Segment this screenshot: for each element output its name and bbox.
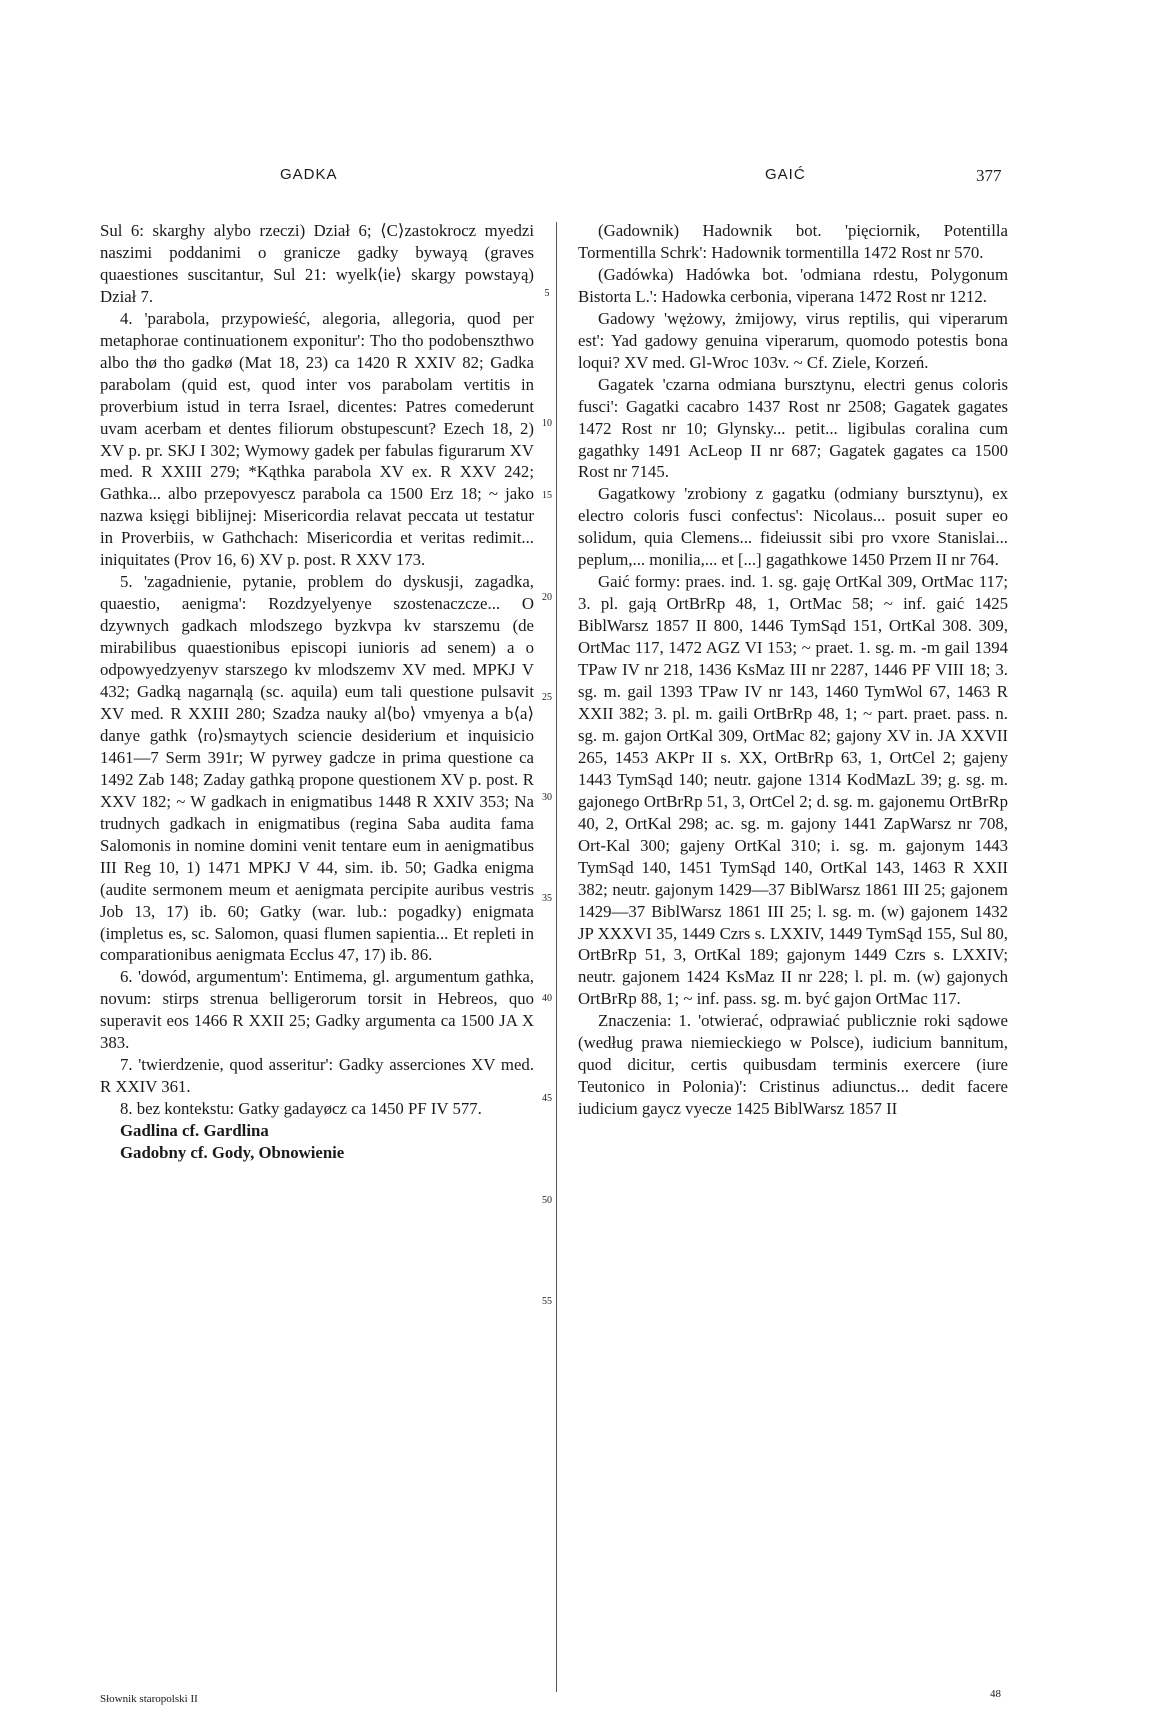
running-head-left: GADKA bbox=[280, 166, 338, 183]
entry-paragraph: 7. 'twierdzenie, quod asseritur': Gadky asserciones XV med. R XXIV 361. bbox=[100, 1055, 534, 1097]
line-number: 15 bbox=[542, 490, 552, 501]
headword-crossref: Gadobny cf. Gody, Obnowienie bbox=[120, 1143, 345, 1163]
entry-paragraph: (Gadówka) Hadówka bot. 'odmiana rdestu, Polygonum Bistorta L.': Hadowka cerbonia, viperana 1472 Rost nr 1212. bbox=[578, 264, 1008, 306]
line-number: 35 bbox=[542, 893, 552, 904]
line-number: 55 bbox=[542, 1296, 552, 1307]
line-number: 30 bbox=[542, 792, 552, 803]
entry-paragraph: Gaić formy: praes. ind. 1. sg. gaję OrtKal 309, OrtMac 117; 3. pl. gają OrtBrRp 48, 1, OrtMac 58; ~ inf. gaić 1425 BiblWarsz 1857 II 800, 1446 TymSąd 151, OrtKal 308. 309, OrtMac 117, 1472 AGZ VI 153; ~ praet. 1. sg. m. -m gail 1394 TPaw IV nr 218, 1436 KsMaz III nr 2287, 1446 PF VIII 18; 3. sg. m. gail 1393 TPaw IV nr 143, 1460 TymWol 67, 1463 R XXII 382; 3. pl. m. gaili OrtBrRp 48, 1; ~ part. praet. pass. n. sg. m. gajon OrtKal 309, OrtMac 82; gajony XV in. JA XXVII 265, 1453 AKPr II s. XX, OrtBrRp 63, 1, OrtCel 2; gajeny 1443 TymSąd 140; neutr. gajone 1314 KodMazL 39; g. sg. m. gajonego OrtBrRp 51, 3, OrtCel 2; d. sg. m. gajonemu OrtBrRp 40, 2, OrtKal 298; ac. sg. m. gajony 1441 ZapWarsz nr 708, Ort-Kal 300; gajeny OrtKal 310; i. sg. m. gajonym 1443 TymSąd 140, 1451 TymSąd 140, OrtKal 143, 1463 R XXII 382; neutr. gajonym 1429—37 BiblWarsz 1861 III 25; gajonem 1429—37 BiblWarsz 1861 III 25; l. sg. m. (w) gajonem 1432 JP XXXVI 35, 1449 Czrs s. LXXIV, 1449 TymSąd 155, Sul 80, OrtBrRp 51, 3, OrtKal 189; gajonym 1449 Czrs s. LXXIV; neutr. gajonem 1424 KsMaz II nr 228; l. pl. m. (w) gajonych OrtBrRp 88, 1; ~ inf. pass. sg. m. być gajon OrtMac 117. bbox=[578, 572, 1008, 1009]
line-number: 20 bbox=[542, 592, 552, 603]
book-title-footer: Słownik staropolski II bbox=[100, 1693, 198, 1705]
entry-paragraph: 5. 'zagadnienie, pytanie, problem do dyskusji, zagadka, quaestio, aenigma': Rozdzyelyenye szostenaczcze... O dzywnych gadkach mlodszego byzkvpa kv starszemu (de mirabilibus quaestionibus episcopi iunioris ad senem) a o odpowyedzyenyv starszego kv mlodszemv XV med. MPKJ V 432; Gadką nagarnąlą (sc. aquila) eum tali questione pulsavit XV med. R XXIII 280; Szadza nauky al⟨bo⟩ vmyenya a b⟨a⟩danye gathk ⟨ro⟩smaytych sciencie desiderium et inquisicio 1461—7 Serm 391r; W pyrwey gadcze in prima questione ca 1492 Zab 148; Zaday gathką propone questionem XV p. post. R XXV 182; ~ W gadkach in enigmatibus 1448 R XXIV 353; Na trudnych gadkach in enigmatibus (regina Saba audita fama Salomonis in nomine domini venit tentare eum in aenigmatibus III Reg 10, 1) 1471 MPKJ V 44, sim. ib. 50; Gadka enigma (audite sermonem meum et aenigmata percipite auribus vestris Job 13, 17) ib. 60; Gatky (war. lub.: pogadky) enigmata (impletus es, sc. Salomon, quasi flumen sapientia... Et repleti in comparationibus aenigmata Ecclus 47, 17) ib. 86. bbox=[100, 572, 534, 965]
signature-mark: 48 bbox=[990, 1688, 1001, 1700]
entry-paragraph: 8. bez kontekstu: Gatky gadayøcz ca 1450 PF IV 577. bbox=[120, 1099, 482, 1119]
entry-paragraph: Sul 6: skarghy alybo rzeczi) Dział 6; ⟨C⟩zastokrocz myedzi naszimi poddanimi o granicze gadky bywayą (graves quaestiones suscitantur, Sul 21: wyelk⟨ie⟩ skargy powstayą) Dział 7. bbox=[100, 221, 534, 306]
column-divider bbox=[556, 222, 557, 1692]
right-column bbox=[578, 220, 1008, 1120]
running-head-right: GAIĆ bbox=[765, 166, 806, 183]
entry-paragraph: Gagatek 'czarna odmiana bursztynu, electri genus coloris fusci': Gagatki cacabro 1437 Rost nr 2508; Gagatek gagates 1472 Rost nr 10; Glynsky... petit... ligibulas coralina cum gagathky 1491 AcLeop II nr 687; Gagatek gagates ca 1500 Rost nr 7145. bbox=[578, 374, 1008, 482]
page-header bbox=[0, 166, 1170, 192]
headword-crossref: Gadlina cf. Gardlina bbox=[120, 1121, 269, 1141]
entry-paragraph: (Gadownik) Hadownik bot. 'pięciornik, Potentilla Tormentilla Schrk': Hadownik tormentilla 1472 Rost nr 570. bbox=[578, 221, 1008, 262]
line-number: 45 bbox=[542, 1093, 552, 1104]
entry-paragraph: 6. 'dowód, argumentum': Entimema, gl. argumentum gathka, novum: stirps strenua belligerorum torsit in Hebreos, quo superavit eos 1466 R XXII 25; Gadky argumenta ca 1500 JA X 383. bbox=[100, 967, 534, 1053]
entry-paragraph: Gagatkowy 'zrobiony z gagatku (odmiany bursztynu), ex electro coloris fusci confectus': Nicolaus... posuit super eo solidum, quia Clemens... fideiussit sibi pro vxore Stanislai... peplum,... monilia,... et [...] gagathkowe 1450 Przem II nr 764. bbox=[578, 484, 1008, 570]
line-number: 10 bbox=[542, 418, 552, 429]
line-number: 5 bbox=[544, 288, 550, 299]
entry-paragraph: Znaczenia: 1. 'otwierać, odprawiać publicznie roki sądowe (według prawa niemieckiego w Polsce), iudicium bannitum, quod dicitur, certis quibusdam terminis exercere (iure Teutonico in Polonia)': Cristinus adiunctus... dedit facere iudicium gaycz vyecze 1425 BiblWarsz 1857 II bbox=[578, 1011, 1008, 1119]
line-number: 50 bbox=[542, 1195, 552, 1206]
entry-paragraph: 4. 'parabola, przypowieść, alegoria, allegoria, quod per metaphorae continuationem exponitur': Tho tho podobenszthwo albo thø tho gadkø (Mat 18, 23) ca 1420 R XXIV 82; Gadka parabolam (quid est, quod inter vos parabolam vertitis in proverbium istud in terra Israel, dicentes: Patres comederunt uvam acerbam et dentes filiorum obstupescunt? Ezech 18, 2) XV p. pr. SKJ I 302; Wymowy gadek per fabulas figurarum XV med. R XXIII 279; *Kąthka parabola XV ex. R XXV 242; Gathka... albo przepovyescz parabola ca 1500 Erz 18; ~ jako nazwa księgi biblijnej: Misericordia relavat peccata ut testatur in Proverbiis, w Gathchach: Misericordia et veritas redimit... iniquitates (Prov 16, 6) XV p. post. R XXV 173. bbox=[100, 308, 534, 570]
page-number: 377 bbox=[976, 166, 1002, 185]
line-number: 40 bbox=[542, 993, 552, 1004]
entry-paragraph: Gadowy 'wężowy, żmijowy, virus reptilis, qui viperarum est': Yad gadowy genuina viperarum, quomodo potestis bona loqui? XV med. Gl-Wroc 103v. ~ Cf. Ziele, Korzeń. bbox=[578, 308, 1008, 372]
line-number: 25 bbox=[542, 692, 552, 703]
left-column bbox=[100, 220, 534, 1164]
